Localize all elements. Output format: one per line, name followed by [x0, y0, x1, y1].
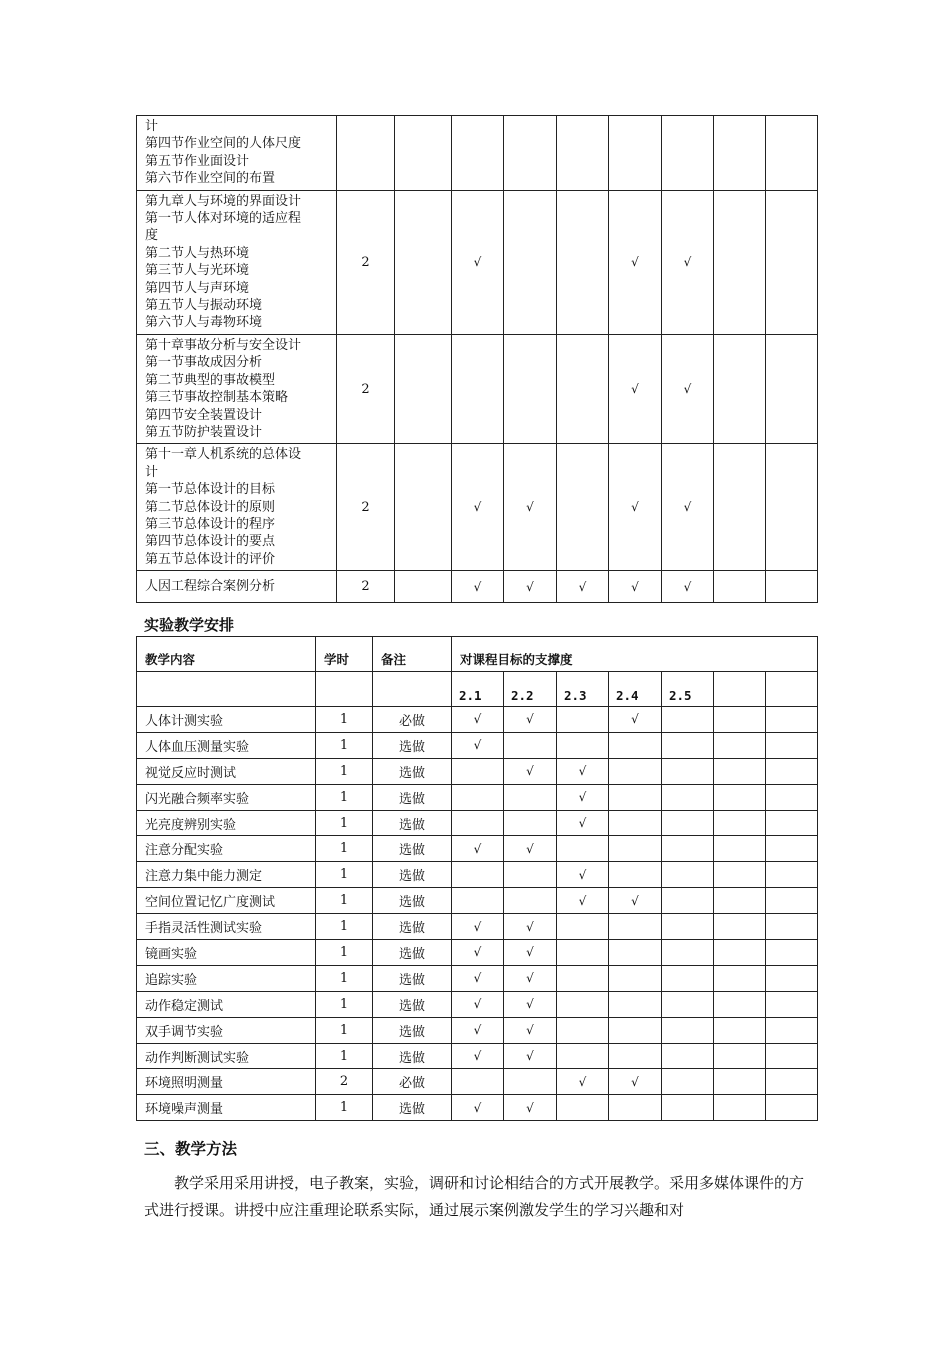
course-check-cell: √ — [452, 190, 504, 334]
experiment-check-cell: √ — [504, 1095, 557, 1121]
experiment-name-cell: 手指灵活性测试实验 — [137, 914, 316, 940]
course-check-cell — [557, 116, 609, 191]
course-content-line: 第九章人与环境的界面设计 — [145, 193, 302, 209]
experiment-check-cell — [714, 965, 766, 991]
course-check-cell — [452, 116, 504, 191]
experiment-note-cell: 选做 — [373, 758, 452, 784]
experiment-check-cell — [504, 732, 557, 758]
course-check-cell: √ — [504, 444, 557, 571]
experiment-hours-cell: 1 — [316, 707, 373, 733]
header-note: 备注 — [373, 637, 452, 672]
experiment-check-cell — [714, 862, 766, 888]
course-check-cell: √ — [662, 334, 714, 443]
course-row — [137, 571, 818, 603]
course-check-cell — [662, 116, 714, 191]
experiment-check-cell: √ — [452, 965, 504, 991]
course-check-cell: √ — [662, 444, 714, 571]
experiment-hours-cell: 1 — [316, 888, 373, 914]
course-check-cell — [504, 116, 557, 191]
course-check-cell: √ — [609, 444, 662, 571]
experiment-check-cell — [766, 810, 818, 836]
experiment-check-cell — [766, 758, 818, 784]
course-check-cell — [609, 116, 662, 191]
experiment-check-cell — [766, 1095, 818, 1121]
experiment-row — [137, 784, 818, 810]
goal-blank-cell — [137, 672, 316, 707]
experiment-check-cell: √ — [504, 1043, 557, 1069]
experiment-check-cell — [452, 810, 504, 836]
experiment-check-cell — [662, 965, 714, 991]
course-check-cell — [766, 190, 818, 334]
course-check-cell — [714, 334, 766, 443]
experiment-check-cell — [504, 784, 557, 810]
course-hours-cell: 2 — [337, 444, 395, 571]
experiment-check-cell — [662, 991, 714, 1017]
experiment-hours-cell: 1 — [316, 1017, 373, 1043]
experiment-row — [137, 732, 818, 758]
course-check-cell — [557, 444, 609, 571]
experiment-check-cell — [609, 914, 662, 940]
experiment-header-row — [137, 637, 818, 672]
methods-section-title: 三、教学方法 — [144, 1140, 238, 1158]
goal-header-cell: 2.3 — [557, 672, 609, 707]
course-content-line: 第三节事故控制基本策略 — [145, 390, 289, 406]
course-check-cell — [452, 334, 504, 443]
experiment-check-cell — [557, 1043, 609, 1069]
course-check-cell — [766, 444, 818, 571]
experiment-check-cell: √ — [504, 758, 557, 784]
course-check-cell: √ — [452, 571, 504, 603]
goal-header-cell — [766, 672, 818, 707]
experiment-check-cell: √ — [452, 1095, 504, 1121]
experiment-check-cell — [557, 1017, 609, 1043]
experiment-check-cell: √ — [557, 862, 609, 888]
experiment-check-cell — [714, 810, 766, 836]
experiment-check-cell — [609, 991, 662, 1017]
experiment-check-cell: √ — [609, 888, 662, 914]
course-content-cell — [137, 571, 337, 603]
course-content-line: 第十一章人机系统的总体设 — [145, 447, 302, 463]
course-check-cell — [395, 571, 452, 603]
goal-header-cell: 2.4 — [609, 672, 662, 707]
goal-header-cell — [714, 672, 766, 707]
course-content-line: 第一节事故成因分析 — [145, 355, 263, 371]
experiment-check-cell: √ — [452, 991, 504, 1017]
experiment-note-cell: 选做 — [373, 965, 452, 991]
course-content-line: 第四节人与声环境 — [145, 280, 250, 296]
experiment-check-cell — [766, 940, 818, 966]
experiment-name-cell: 镜画实验 — [137, 940, 316, 966]
course-check-cell — [766, 116, 818, 191]
experiment-check-cell — [662, 732, 714, 758]
experiment-hours-cell: 1 — [316, 836, 373, 862]
experiment-check-cell — [662, 758, 714, 784]
course-check-cell — [557, 190, 609, 334]
experiment-check-cell — [662, 810, 714, 836]
experiment-check-cell — [714, 836, 766, 862]
experiment-hours-cell: 1 — [316, 1095, 373, 1121]
course-row — [137, 190, 818, 334]
experiment-check-cell — [766, 888, 818, 914]
experiment-check-cell — [714, 784, 766, 810]
experiment-name-cell: 空间位置记忆广度测试 — [137, 888, 316, 914]
course-row — [137, 116, 818, 191]
experiment-check-cell — [452, 758, 504, 784]
experiment-check-cell — [714, 1017, 766, 1043]
experiment-check-cell — [766, 707, 818, 733]
methods-paragraph: 教学采用采用讲授，电子教案，实验，调研和讨论相结合的方式开展教学。采用多媒体课件的方式进行授课。讲授中应注重理论联系实际，通过展示案例激发学生的学习兴趣和对 — [144, 1174, 805, 1219]
experiment-check-cell — [557, 991, 609, 1017]
course-content-cell — [137, 116, 337, 191]
experiment-row — [137, 965, 818, 991]
course-check-cell — [504, 190, 557, 334]
experiment-note-cell: 必做 — [373, 707, 452, 733]
experiment-note-cell: 选做 — [373, 1095, 452, 1121]
experiment-name-cell: 动作判断测试实验 — [137, 1043, 316, 1069]
course-content-cell — [137, 334, 337, 443]
course-check-cell: √ — [504, 571, 557, 603]
course-check-cell: √ — [609, 190, 662, 334]
experiment-check-cell — [609, 965, 662, 991]
experiment-check-cell — [714, 1095, 766, 1121]
experiment-row — [137, 1095, 818, 1121]
course-content-line: 第五节防护装置设计 — [145, 424, 263, 440]
experiment-name-cell: 追踪实验 — [137, 965, 316, 991]
course-content-line: 第二节人与热环境 — [145, 245, 250, 261]
experiment-row — [137, 707, 818, 733]
experiment-check-cell: √ — [557, 758, 609, 784]
experiment-row — [137, 1017, 818, 1043]
experiment-note-cell: 选做 — [373, 1043, 452, 1069]
experiment-hours-cell: 1 — [316, 810, 373, 836]
course-hours-cell: 2 — [337, 334, 395, 443]
course-check-cell — [714, 444, 766, 571]
course-content-line: 第四节作业空间的人体尺度 — [145, 136, 302, 152]
course-content-line: 第二节典型的事故模型 — [145, 372, 276, 388]
course-content-line: 第四节总体设计的要点 — [145, 534, 276, 550]
header-hours: 学时 — [316, 637, 373, 672]
experiment-check-cell — [452, 1069, 504, 1095]
experiment-row — [137, 914, 818, 940]
experiment-check-cell: √ — [557, 888, 609, 914]
experiment-check-cell — [766, 914, 818, 940]
experiment-note-cell: 选做 — [373, 862, 452, 888]
course-row — [137, 444, 818, 571]
experiment-row — [137, 940, 818, 966]
course-content-cell — [137, 190, 337, 334]
experiment-note-cell: 选做 — [373, 836, 452, 862]
course-row — [137, 334, 818, 443]
course-content-line: 计 — [145, 464, 159, 480]
experiment-check-cell — [557, 707, 609, 733]
course-content-line: 第十章事故分析与安全设计 — [145, 337, 302, 353]
experiment-row — [137, 888, 818, 914]
experiment-check-cell — [662, 940, 714, 966]
course-check-cell: √ — [662, 190, 714, 334]
experiment-check-cell — [714, 758, 766, 784]
experiment-name-cell: 环境照明测量 — [137, 1069, 316, 1095]
experiment-check-cell: √ — [452, 836, 504, 862]
experiment-check-cell — [714, 1043, 766, 1069]
course-content-line: 第三节人与光环境 — [145, 263, 250, 279]
experiment-name-cell: 注意分配实验 — [137, 836, 316, 862]
experiment-name-cell: 动作稳定测试 — [137, 991, 316, 1017]
course-content-line: 第一节总体设计的目标 — [145, 482, 276, 498]
experiment-check-cell — [662, 784, 714, 810]
experiment-table — [136, 636, 818, 1121]
header-content: 教学内容 — [137, 637, 316, 672]
experiment-name-cell: 光亮度辨别实验 — [137, 810, 316, 836]
experiment-check-cell — [504, 862, 557, 888]
course-content-cell — [137, 444, 337, 571]
course-content-line: 人因工程综合案例分析 — [145, 578, 276, 594]
experiment-check-cell — [766, 991, 818, 1017]
experiment-check-cell: √ — [557, 810, 609, 836]
experiment-check-cell — [609, 810, 662, 836]
experiment-goal-row — [137, 672, 818, 707]
experiment-name-cell: 视觉反应时测试 — [137, 758, 316, 784]
course-check-cell — [766, 334, 818, 443]
experiment-check-cell: √ — [504, 1017, 557, 1043]
experiment-check-cell — [504, 888, 557, 914]
experiment-check-cell: √ — [452, 1043, 504, 1069]
experiment-name-cell: 双手调节实验 — [137, 1017, 316, 1043]
course-check-cell: √ — [452, 444, 504, 571]
course-check-cell — [395, 190, 452, 334]
experiment-check-cell — [609, 732, 662, 758]
experiment-check-cell: √ — [504, 965, 557, 991]
experiment-check-cell — [714, 1069, 766, 1095]
course-check-cell — [395, 334, 452, 443]
experiment-check-cell — [714, 707, 766, 733]
experiment-check-cell: √ — [504, 914, 557, 940]
course-content-line: 第一节人体对环境的适应程 — [145, 211, 302, 227]
experiment-check-cell — [662, 1043, 714, 1069]
experiment-check-cell: √ — [557, 784, 609, 810]
experiment-check-cell — [766, 836, 818, 862]
course-hours-cell: 2 — [337, 571, 395, 603]
course-check-cell: √ — [557, 571, 609, 603]
goal-blank-cell — [373, 672, 452, 707]
experiment-row — [137, 991, 818, 1017]
experiment-hours-cell: 1 — [316, 965, 373, 991]
experiment-check-cell — [766, 1069, 818, 1095]
experiment-hours-cell: 1 — [316, 940, 373, 966]
experiment-note-cell: 选做 — [373, 940, 452, 966]
experiment-check-cell — [714, 940, 766, 966]
experiment-check-cell — [504, 810, 557, 836]
course-check-cell — [766, 571, 818, 603]
course-content-line: 第五节人与振动环境 — [145, 298, 263, 314]
course-content-line: 第六节人与毒物环境 — [145, 315, 263, 331]
experiment-check-cell — [766, 732, 818, 758]
experiment-name-cell: 人体血压测量实验 — [137, 732, 316, 758]
experiment-check-cell: √ — [504, 991, 557, 1017]
experiment-note-cell: 选做 — [373, 810, 452, 836]
experiment-row — [137, 758, 818, 784]
experiment-check-cell: √ — [504, 836, 557, 862]
experiment-check-cell — [609, 1017, 662, 1043]
goal-header-cell: 2.5 — [662, 672, 714, 707]
course-content-line: 第二节总体设计的原则 — [145, 499, 276, 515]
experiment-check-cell — [557, 914, 609, 940]
experiment-check-cell — [714, 732, 766, 758]
course-check-cell — [714, 190, 766, 334]
experiment-check-cell — [662, 888, 714, 914]
experiment-check-cell — [557, 1095, 609, 1121]
experiment-check-cell: √ — [557, 1069, 609, 1095]
experiment-hours-cell: 1 — [316, 862, 373, 888]
course-check-cell — [395, 444, 452, 571]
experiment-row — [137, 1069, 818, 1095]
experiment-check-cell — [557, 940, 609, 966]
experiment-check-cell — [557, 732, 609, 758]
experiment-hours-cell: 1 — [316, 784, 373, 810]
experiment-check-cell — [609, 836, 662, 862]
experiment-check-cell — [452, 784, 504, 810]
experiment-section-title: 实验教学安排 — [144, 616, 235, 634]
goal-header-cell: 2.1 — [452, 672, 504, 707]
experiment-hours-cell: 1 — [316, 1043, 373, 1069]
experiment-check-cell — [766, 1043, 818, 1069]
experiment-hours-cell: 2 — [316, 1069, 373, 1095]
experiment-note-cell: 选做 — [373, 1017, 452, 1043]
experiment-check-cell — [609, 1095, 662, 1121]
experiment-hours-cell: 1 — [316, 991, 373, 1017]
experiment-check-cell: √ — [452, 1017, 504, 1043]
goal-blank-cell — [316, 672, 373, 707]
course-check-cell: √ — [662, 571, 714, 603]
course-hours-cell: 2 — [337, 190, 395, 334]
course-content-line: 第五节作业面设计 — [145, 153, 250, 169]
experiment-name-cell: 环境噪声测量 — [137, 1095, 316, 1121]
experiment-name-cell: 闪光融合频率实验 — [137, 784, 316, 810]
experiment-check-cell — [766, 784, 818, 810]
course-content-line: 第三节总体设计的程序 — [145, 516, 276, 532]
experiment-check-cell — [557, 965, 609, 991]
experiment-check-cell: √ — [504, 940, 557, 966]
experiment-check-cell — [662, 862, 714, 888]
experiment-check-cell: √ — [609, 1069, 662, 1095]
course-content-line: 第四节安全装置设计 — [145, 407, 263, 423]
experiment-name-cell: 人体计测实验 — [137, 707, 316, 733]
course-check-cell — [395, 116, 452, 191]
experiment-note-cell: 必做 — [373, 1069, 452, 1095]
experiment-check-cell — [452, 862, 504, 888]
experiment-check-cell — [557, 836, 609, 862]
experiment-check-cell: √ — [609, 707, 662, 733]
experiment-name-cell: 注意力集中能力测定 — [137, 862, 316, 888]
experiment-row — [137, 810, 818, 836]
experiment-check-cell — [609, 758, 662, 784]
course-hours-cell — [337, 116, 395, 191]
course-check-cell — [557, 334, 609, 443]
course-check-cell — [714, 571, 766, 603]
experiment-note-cell: 选做 — [373, 784, 452, 810]
experiment-check-cell — [504, 1069, 557, 1095]
experiment-row — [137, 862, 818, 888]
experiment-hours-cell: 1 — [316, 758, 373, 784]
experiment-check-cell: √ — [452, 732, 504, 758]
experiment-check-cell: √ — [452, 940, 504, 966]
experiment-check-cell: √ — [504, 707, 557, 733]
course-content-line: 计 — [145, 119, 159, 134]
experiment-note-cell: 选做 — [373, 914, 452, 940]
experiment-row — [137, 836, 818, 862]
course-content-line: 第五节总体设计的评价 — [145, 551, 276, 567]
experiment-note-cell: 选做 — [373, 888, 452, 914]
course-content-line: 度 — [145, 228, 159, 244]
course-content-table — [136, 115, 818, 603]
experiment-check-cell: √ — [452, 707, 504, 733]
experiment-row — [137, 1043, 818, 1069]
experiment-check-cell — [714, 991, 766, 1017]
experiment-check-cell: √ — [452, 914, 504, 940]
experiment-note-cell: 选做 — [373, 732, 452, 758]
experiment-check-cell — [662, 914, 714, 940]
experiment-check-cell — [662, 1069, 714, 1095]
experiment-check-cell — [766, 965, 818, 991]
experiment-check-cell — [609, 862, 662, 888]
experiment-check-cell — [714, 914, 766, 940]
experiment-check-cell — [662, 1095, 714, 1121]
course-check-cell — [504, 334, 557, 443]
goal-header-cell: 2.2 — [504, 672, 557, 707]
experiment-check-cell — [609, 940, 662, 966]
experiment-check-cell — [609, 784, 662, 810]
course-content-line: 第六节作业空间的布置 — [145, 171, 276, 187]
experiment-note-cell: 选做 — [373, 991, 452, 1017]
experiment-hours-cell: 1 — [316, 732, 373, 758]
course-check-cell — [714, 116, 766, 191]
header-support: 对课程目标的支撑度 — [452, 637, 818, 672]
course-check-cell: √ — [609, 334, 662, 443]
experiment-check-cell — [766, 1017, 818, 1043]
experiment-check-cell — [662, 707, 714, 733]
experiment-check-cell — [766, 862, 818, 888]
experiment-check-cell — [714, 888, 766, 914]
experiment-hours-cell: 1 — [316, 914, 373, 940]
experiment-check-cell — [452, 888, 504, 914]
experiment-check-cell — [662, 836, 714, 862]
experiment-check-cell — [662, 1017, 714, 1043]
course-check-cell: √ — [609, 571, 662, 603]
experiment-check-cell — [609, 1043, 662, 1069]
